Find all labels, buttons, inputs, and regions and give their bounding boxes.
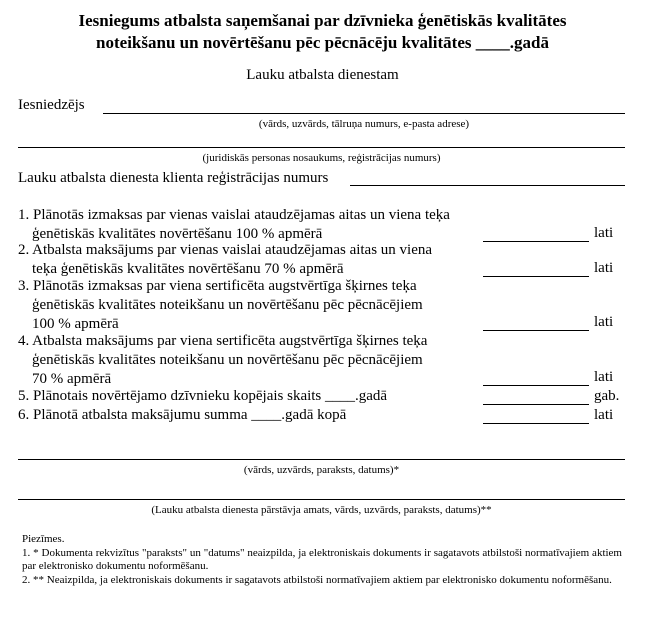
item-5-input-line[interactable]: [483, 404, 589, 405]
item-6: [18, 406, 488, 425]
item-6-unit: lati: [594, 407, 614, 423]
item-4-input-line[interactable]: [483, 385, 589, 386]
item-3-input-line[interactable]: [483, 330, 589, 331]
title-line-1: Iesniegums atbalsta saņemšanai par dzīvnieka ģenētiskās kvalitātes: [78, 11, 567, 30]
note-1: 1. * Dokumenta rekvizītus "paraksts" un "datums" neaizpilda, ja elektroniskais dokuments ir sagatavots atbilstoši normatīvajiem aktiem par elektronisko dokumentu noformēšanu.: [22, 547, 622, 572]
item-5: [18, 387, 488, 406]
legal-entity-hint: (juridiskās personas nosaukums, reģistrācijas numurs): [202, 152, 441, 164]
signature-input-line[interactable]: [18, 459, 625, 460]
item-2-unit: lati: [594, 260, 614, 276]
item-1: [18, 206, 488, 244]
legal-entity-input-line[interactable]: [18, 147, 625, 148]
client-reg-input-line[interactable]: [350, 185, 625, 186]
officer-hint: (Lauku atbalsta dienesta pārstāvja amats, vārds, uzvārds, paraksts, datums)**: [151, 504, 492, 516]
item-1-line-2: ģenētiskās kvalitātes novērtēšanu 100 % apmērā: [32, 226, 323, 242]
item-2-line-2: teķa ģenētiskās kvalitātes novērtēšanu 70 % apmērā: [32, 261, 344, 277]
item-2-input-line[interactable]: [483, 276, 589, 277]
item-3-line-2: ģenētiskās kvalitātes noteikšanu un novērtēšanu pēc pēcnācējiem: [32, 297, 423, 313]
officer-input-line[interactable]: [18, 499, 625, 500]
item-1-line-1: 1. Plānotās izmaksas par vienas vaislai ataudzējamas aitas un viena teķa: [18, 207, 450, 223]
item-5-line-1: 5. Plānotais novērtējamo dzīvnieku kopējais skaits ____.gadā: [18, 388, 388, 404]
item-5-unit: gab.: [594, 388, 620, 404]
title-line-2: noteikšanu un novērtēšanu pēc pēcnācēju kvalitātes ____.gadā: [96, 33, 549, 52]
item-1-input-line[interactable]: [483, 241, 589, 242]
item-6-input-line[interactable]: [483, 423, 589, 424]
item-2-line-1: 2. Atbalsta maksājums par vienas vaislai ataudzējamas aitas un viena: [18, 242, 433, 258]
item-6-line-1: 6. Plānotā atbalsta maksājumu summa ____.gadā kopā: [18, 407, 347, 423]
note-2: 2. ** Neaizpilda, ja elektroniskais dokuments ir sagatavots atbilstoši normatīvajiem aktiem par elektronisko dokumentu noformēšanu.: [22, 574, 612, 586]
item-3-line-3: 100 % apmērā: [32, 316, 119, 332]
item-4-line-1: 4. Atbalsta maksājums par viena sertificēta augstvērtīga šķirnes teķa: [18, 333, 428, 349]
applicant-label: Iesniedzējs: [18, 97, 85, 113]
signature-hint: (vārds, uzvārds, paraksts, datums)*: [243, 464, 400, 476]
item-3: [18, 277, 488, 334]
item-4-unit: lati: [594, 369, 614, 385]
notes-title: Piezīmes.: [22, 533, 65, 545]
item-2: [18, 241, 488, 279]
item-3-line-1: 3. Plānotās izmaksas par viena sertificēta augstvērtīga šķirnes teķa: [18, 278, 417, 294]
item-3-unit: lati: [594, 314, 614, 330]
client-reg-label: Lauku atbalsta dienesta klienta reģistrācijas numurs: [18, 170, 329, 186]
applicant-hint: (vārds, uzvārds, tālruņa numurs, e-pasta adrese): [258, 118, 470, 130]
item-4-line-2: ģenētiskās kvalitātes noteikšanu un novērtēšanu pēc pēcnācējiem: [32, 352, 423, 368]
applicant-input-line[interactable]: [103, 113, 625, 114]
item-4-line-3: 70 % apmērā: [32, 371, 112, 387]
item-1-unit: lati: [594, 225, 614, 241]
item-4: [18, 332, 488, 389]
addressee: Lauku atbalsta dienestam: [246, 67, 399, 83]
